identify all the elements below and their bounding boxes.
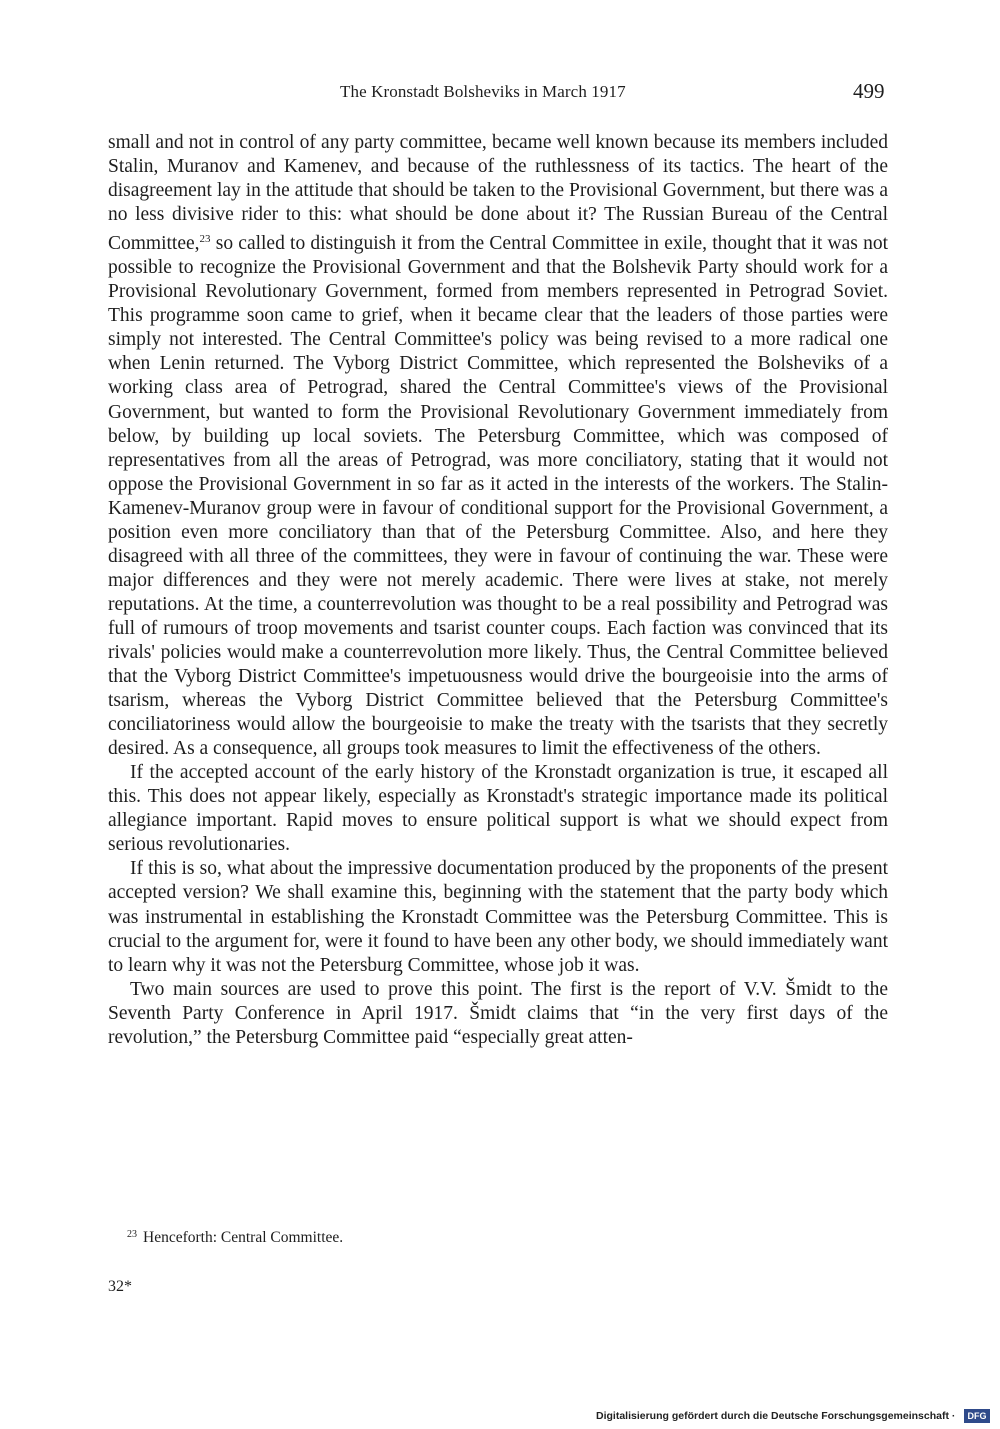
footnote-text: Henceforth: Central Committee. [143,1229,344,1246]
paragraph-3: If this is so, what about the impressive documentation produced by the proponents of the present accepted version? We shall examine this, beginning with the statement that the party body which was instrumental in establishing the Kronstadt Committee was the Petersburg Committee. This is crucial to the argument for, were it found to have been any other body, we should immediately want to learn why it was not the Petersburg Committee, whose job it was. [108,858,888,976]
paragraph-2: If the accepted account of the early history of the Kronstadt organization is true, it escaped all this. This does not appear likely, especially as Kronstadt's strategic importance made its political allegiance important. Rapid moves to ensure political support is what we should expect from serious revolutionaries. [108,762,888,856]
footnote-marker: 23 [127,1229,137,1240]
body-text [108,131,888,1050]
paragraph-1-part-a: small and not in control of any party committee, became well known because its members included Stalin, Muranov and Kamenev, and because of the ruthlessness of its tactics. The heart of the disagreement lay in the attitude that should be taken to the Provisional Government, but there was a no less divisive rider to this: what should be done about it? The Russian Bureau of the Central Committee, [108,132,888,255]
paragraph-4: Two main sources are used to prove this point. The first is the report of V.V. Šmidt to the Seventh Party Conference in April 1917. Šmidt claims that “in the very first days of the revolution,” the Petersburg Committee paid “especially great atten- [108,978,888,1048]
footnote [127,1229,343,1247]
page-number: 499 [853,79,885,103]
dfg-logo: DFG [964,1409,990,1423]
signature-mark: 32* [108,1278,132,1295]
paragraph-1 [108,131,888,761]
digitization-credit: Digitalisierung gefördert durch die Deutsche Forschungsgemeinschaft · [596,1410,956,1422]
footnote-reference: 23 [199,233,211,246]
running-title: The Kronstadt Bolsheviks in March 1917 [340,82,626,101]
paragraph-1-part-b: so called to distinguish it from the Central Committee in exile, thought that it was not possible to recognize the Provisional Government and that the Bolshevik Party should work for a Provisional Revolutionary Government, formed from members represented in Petrograd Soviet. This programme soon came to grief, when it became clear that the leaders of those parties were simply not interested. The Central Committee's policy was being revised to a more radical one when Lenin returned. The Vyborg District Committee, which represented the Bolsheviks of a working class area of Petrograd, shared the Central Committee's views of the Provisional Government, but wanted to form the Provisional Revolutionary Government immediately from below, by building up local soviets. The Petersburg Committee, which was composed of representatives from all the areas of Petrograd, was more conciliatory, stating that it would not oppose the Provisional Government in so far as it acted in the interests of the workers. The Stalin-Kamenev-Muranov group were in favour of conditional support for the Provisional Government, a position even more conciliatory than that of the Petersburg Committee. Also, and here they disagreed with all three of the committees, they were in favour of continuing the war. These were major differences and they were not merely academic. There were lives at stake, not merely reputations. At the time, a counterrevolution was thought to be a real possibility and Petrograd was full of rumours of troop movements and tsarist counter coups. Each faction was convinced that its rivals' policies would make a counterrevolution more likely. Thus, the Central Committee believed that the Vyborg District Committee's impetuousness would drive the bourgeoisie into the arms of tsarism, whereas the Vyborg District Committee believed that the Petersburg Committee's conciliatoriness would allow the bourgeoisie to make the treaty with the tsarists that they secretly desired. As a consequence, all groups took measures to limit the effectiveness of the others. [108,233,888,760]
